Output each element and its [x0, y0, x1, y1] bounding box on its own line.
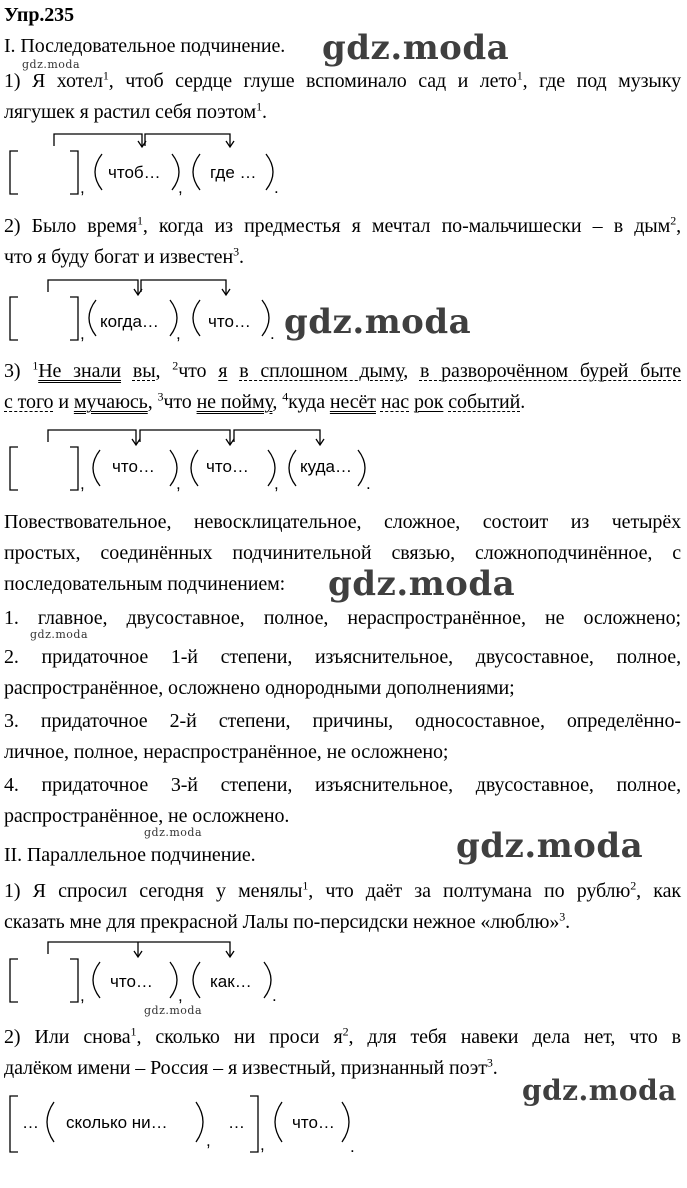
- svg-text:…: …: [22, 1113, 39, 1132]
- analysis-item-4-line-1: 4. придаточное 3-й степени, изъяснительное, двусоставное, полное,: [4, 774, 681, 796]
- sentence-5-line-2: далёком имени – Россия – я известный, признанный поэт$^3$.: [4, 1055, 498, 1079]
- watermark-5: gdz.moda: [522, 1074, 677, 1107]
- svg-text:.: .: [366, 474, 371, 493]
- sentence-2-line-1: 2) Было время$^1$, когда из предместья я мечтал по-мальчишески – в дым$^2$,: [4, 213, 681, 237]
- scheme-1: [0, 124, 687, 204]
- scheme-box-chto-2: что…: [206, 457, 249, 476]
- watermark-small-1: gdz.moda: [22, 58, 81, 71]
- scheme-box-chtob: чтоб…: [108, 163, 161, 182]
- scheme-box-kuda: куда…: [300, 457, 352, 476]
- sentence-5-line-1: 2) Или снова$^1$, сколько ни проси $я^2$, для тебя навеки дела нет, что в: [4, 1024, 682, 1048]
- watermark-small-3: gdz.moda: [144, 826, 203, 839]
- svg-text:,: ,: [176, 474, 181, 493]
- svg-text:,: ,: [274, 474, 279, 493]
- exercise-title: Упр.235: [4, 4, 74, 26]
- watermark-3: gdz.moda: [328, 564, 516, 604]
- svg-text:,: ,: [260, 1135, 265, 1154]
- svg-text:,: ,: [80, 474, 85, 493]
- analysis-line-3: последовательным подчинением:: [4, 573, 286, 595]
- sentence-number: 1): [4, 70, 21, 92]
- svg-text:,: ,: [176, 324, 181, 343]
- svg-text:.: .: [274, 178, 279, 197]
- watermark-4: gdz.moda: [456, 826, 644, 866]
- analysis-item-2-line-2: распространённое, осложнено однородными дополнениями;: [4, 677, 515, 699]
- analysis-line-2: простых, соединённых подчинительной связью, сложноподчинённое, с: [4, 542, 681, 564]
- scheme-box-chto-p: что…: [110, 972, 153, 991]
- sentence-4-line-2: сказать мне для прекрасной Лалы по-персидски нежное «люблю»$^3$.: [4, 909, 571, 933]
- analysis-item-3-line-2: личное, полное, нераспространённое, не осложнено;: [4, 741, 449, 763]
- scheme-box-kogda: когда…: [100, 312, 159, 331]
- sentence-3-line-2: с того и мучаюсь, $^3$что не пойму, $^4$куда несёт нас рок событий.: [4, 389, 526, 413]
- sentence-1-line-2: лягушек я растил себя поэтом$^1$.: [4, 99, 267, 123]
- scheme-box-chto-1: что…: [112, 457, 155, 476]
- scheme-box-chto-last: что…: [292, 1113, 335, 1132]
- scheme-box-gde: где …: [210, 163, 257, 182]
- watermark-small-2: gdz.moda: [30, 628, 89, 641]
- analysis-item-3-line-1: 3. придаточное 2-й степени, причины, односоставное, определённо-: [4, 710, 681, 732]
- svg-text:.: .: [272, 986, 277, 1005]
- watermark-2: gdz.moda: [284, 302, 472, 342]
- analysis-item-2-line-1: 2. придаточное 1-й степени, изъяснительное, двусоставное, полное,: [4, 646, 681, 668]
- scheme-box-kak: как…: [210, 972, 252, 991]
- svg-text:.: .: [270, 324, 275, 343]
- watermark-small-4: gdz.moda: [144, 1004, 203, 1017]
- svg-text:…: …: [228, 1113, 245, 1132]
- sentence-2-line-2: что я буду богат и известен$^3$.: [4, 244, 244, 268]
- scheme-box-skolko-ni: сколько ни…: [66, 1113, 168, 1132]
- svg-text:,: ,: [206, 1131, 211, 1150]
- svg-text:,: ,: [80, 178, 85, 197]
- svg-text:.: .: [350, 1137, 355, 1156]
- scheme-box-chto: что…: [208, 312, 251, 331]
- analysis-line-1: Повествовательное, невосклицательное, сложное, состоит из четырёх: [4, 511, 681, 533]
- section-heading-sequential: I. Последовательное подчинение.: [4, 35, 286, 57]
- svg-text:,: ,: [178, 986, 183, 1005]
- sentence-1-line-1: 1) Я хотел$^1$, чтоб сердце глуше вспоминало сад и лето$^1$, где под музыку: [4, 68, 681, 92]
- watermark-1: gdz.moda: [322, 28, 510, 68]
- svg-text:,: ,: [80, 986, 85, 1005]
- sentence-3-line-1: 3) $^1$Не знали вы, $^2$что я в сплошном дыму, в разворочённом бурей быте: [4, 358, 682, 382]
- scheme-4: [0, 932, 687, 1012]
- svg-text:,: ,: [80, 324, 85, 343]
- sentence-4-line-1: 1) Я спросил сегодня у менялы$^1$, что даёт за полтумана по рублю$^2$, как: [4, 878, 681, 902]
- analysis-item-1: 1. главное, двусоставное, полное, нераспространённое, не осложнено;: [4, 607, 681, 629]
- scheme-3: [0, 420, 687, 500]
- analysis-item-4-line-2: распространённое, не осложнено.: [4, 805, 290, 827]
- section-heading-parallel: II. Параллельное подчинение.: [4, 844, 256, 866]
- svg-text:,: ,: [178, 178, 183, 197]
